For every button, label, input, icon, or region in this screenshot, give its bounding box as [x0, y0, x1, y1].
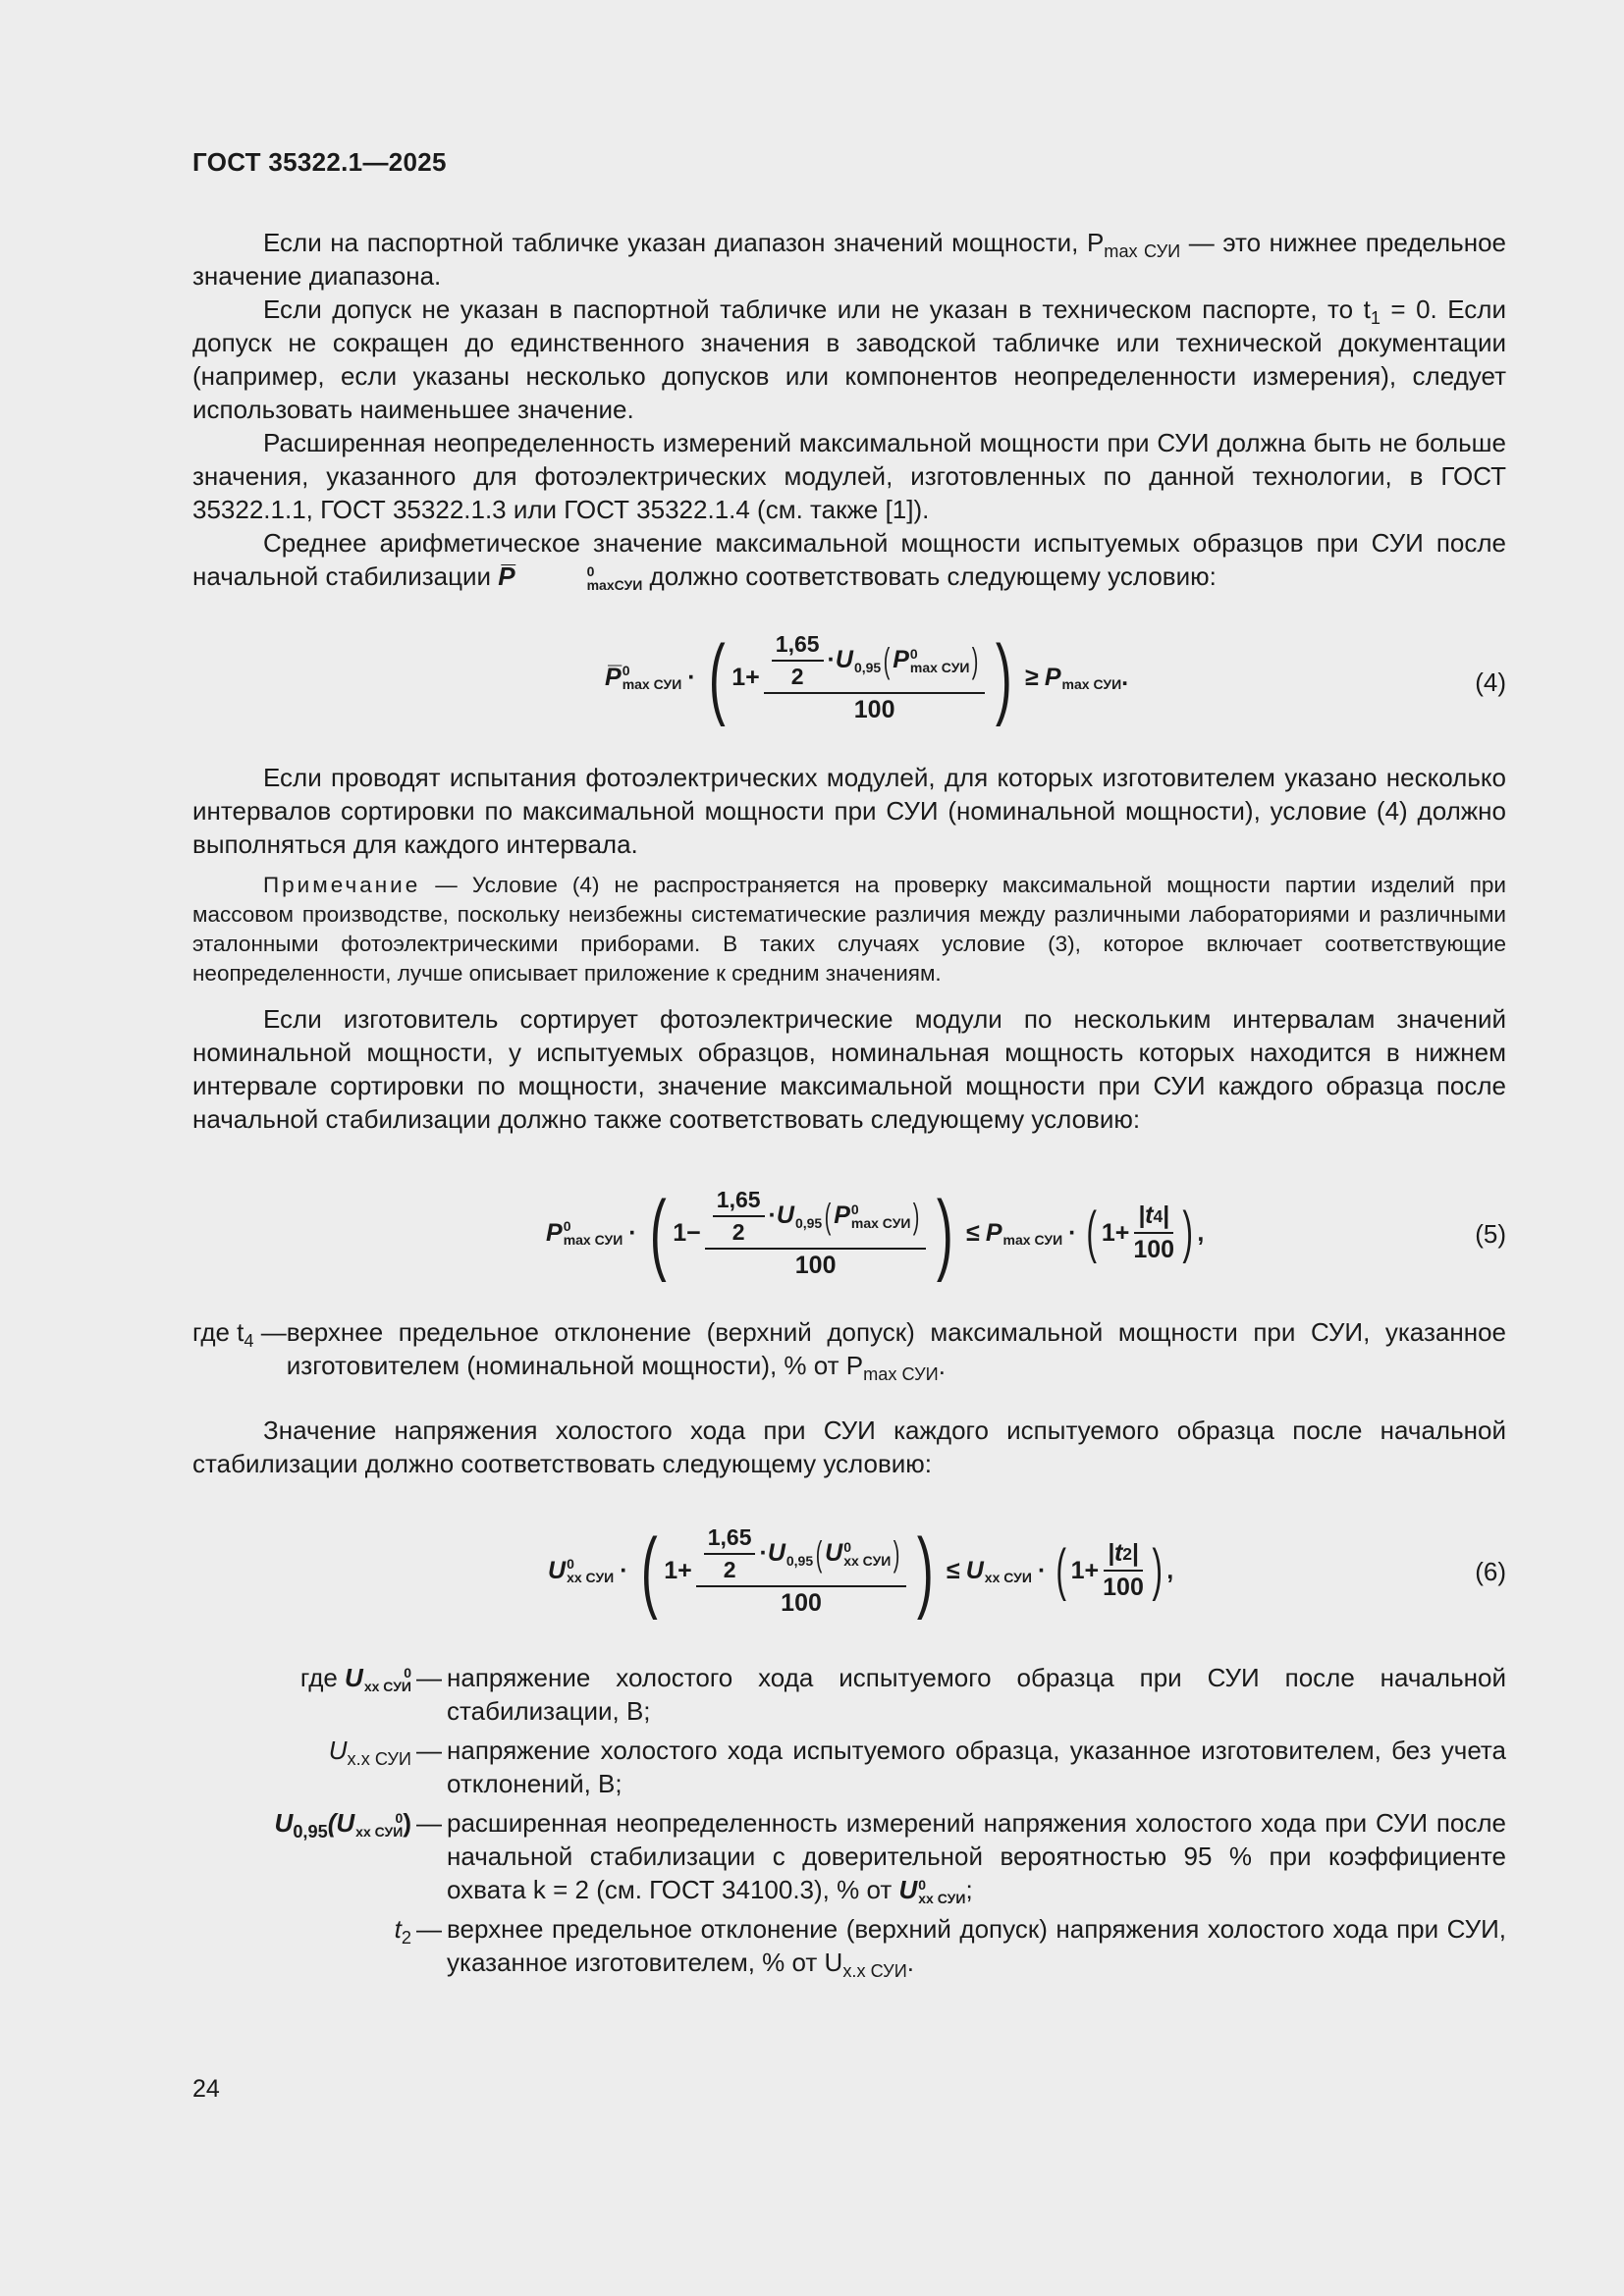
- paragraph: Если проводят испытания фотоэлектрических модулей, для которых изготовителем указано несколько интервалов сортировки по максимальной мощности при СУИ (номинальной мощности), условие (4) должно выполняться для каждого интервала.: [192, 763, 1506, 859]
- formula-4: P̅ 0 max СУИ · ( 1+ $\frac{1,65}{2}$ · U 0,95 ( P 0 max СУИ ) 100 ) ≥ P max СУИ . (4): [605, 627, 1506, 727]
- formula-5: P 0 max СУИ · ( 1− $\frac{1,65}{2}$ · U 0,95 ( P 0 max СУИ ) 100 ) ≤ P max СУИ · ( 1+ |t 4 | 100 ) , (5): [546, 1183, 1506, 1283]
- paragraph: Если допуск не указан в паспортной табличке или не указан в техническом паспорте, то $t_1 = 0$. Если допуск не сокращен до единственного значения в заводской табличке или технической документации (например, если указаны несколько допусков или компонентов неопределенности измерения), следует использовать наименьшее значение.: [192, 294, 1506, 424]
- text-block-2: [192, 761, 1506, 1136]
- equation-number: (6): [1475, 1557, 1506, 1586]
- formula-6: U 0 xx СУИ · ( 1+ $\frac{1,65}{2}$ · U 0,95 ( U 0 xx СУИ ) 100 ) ≤ U xx СУИ · ( 1+ |t 2 | 100 ) , (6): [548, 1521, 1506, 1621]
- paragraph: Среднее арифметическое значение максимальной мощности испытуемых образцов при СУИ после начальной стабилизации P̅ 0 maxСУИ должно соответствовать следующему условию:: [192, 528, 1506, 594]
- page-number: 24: [192, 2075, 220, 2103]
- text-block-3: [192, 1414, 1506, 1480]
- definition-item: где U 0 xx СУИ — напряжение холостого хода испытуемого образца при СУИ после начальной стабилизации, В;: [299, 1663, 1506, 1726]
- equation-number: (5): [1475, 1219, 1506, 1249]
- note: Примечание — Условие (4) не распространяется на проверку максимальной мощности партии изделий при массовом производстве, поскольку неизбежны систематические различия между различными лабораториями и различными эталонными фотоэлектрическими приборами. В таких случаях условие (3), которое включает соответствующие неопределенности, лучше описывает приложение к средним значениям.: [192, 873, 1506, 986]
- text-block-1: [192, 226, 1506, 593]
- document-header: ГОСТ 35322.1—2025: [192, 147, 447, 177]
- paragraph: Расширенная неопределенность измерений максимальной мощности при СУИ должна быть не больше значения, указанного для фотоэлектрических модулей, изготовленных по данной технологии, в ГОСТ 35322.1.1, ГОСТ 35322.1.3 или ГОСТ 35322.1.4 (см. также [1]).: [192, 428, 1506, 524]
- paragraph: Если изготовитель сортирует фотоэлектрические модули по нескольким интервалам значений номинальной мощности, у испытуемых образцов, номинальная мощность которых находится в нижнем интервале сортировки по мощности, значение максимальной мощности при СУИ каждого образца после начальной стабилизации должно также соответствовать следующему условию:: [192, 1004, 1506, 1134]
- definitions-list: [192, 1661, 1506, 1982]
- definition-item: $U_{х.х СУИ}$ — напряжение холостого хода испытуемого образца, указанное изготовителем, без учета отклонений, В;: [328, 1735, 1506, 1798]
- paragraph: Значение напряжения холостого хода при СУИ каждого испытуемого образца после начальной стабилизации должно соответствовать следующему условию:: [192, 1415, 1506, 1478]
- where-t4: где $t_4$ — верхнее предельное отклонение (верхний допуск) максимальной мощности при СУИ, указанное изготовителем (номинальной мощности), % от $P_{max СУИ}$.: [192, 1317, 1506, 1385]
- paragraph: Если на паспортной табличке указан диапазон значений мощности, $P_{max СУИ}$ — это нижнее предельное значение диапазона.: [192, 228, 1506, 291]
- equation-number: (4): [1475, 667, 1506, 697]
- definition-item: $t_2$ — верхнее предельное отклонение (верхний допуск) напряжения холостого хода при СУИ, указанное изготовителем, % от $U_{х.х СУИ}$.: [394, 1914, 1506, 1982]
- definition-item: $U_{0,95}(U$ 0 xx СУИ ) — расширенная неопределенность измерений напряжения холостого хода при СУИ после начальной стабилизации с доверительной вероятностью 95 % при коэффициенте охвата k = 2 (см. ГОСТ 34100.3), % от U 0 xx СУИ ;: [274, 1808, 1506, 1907]
